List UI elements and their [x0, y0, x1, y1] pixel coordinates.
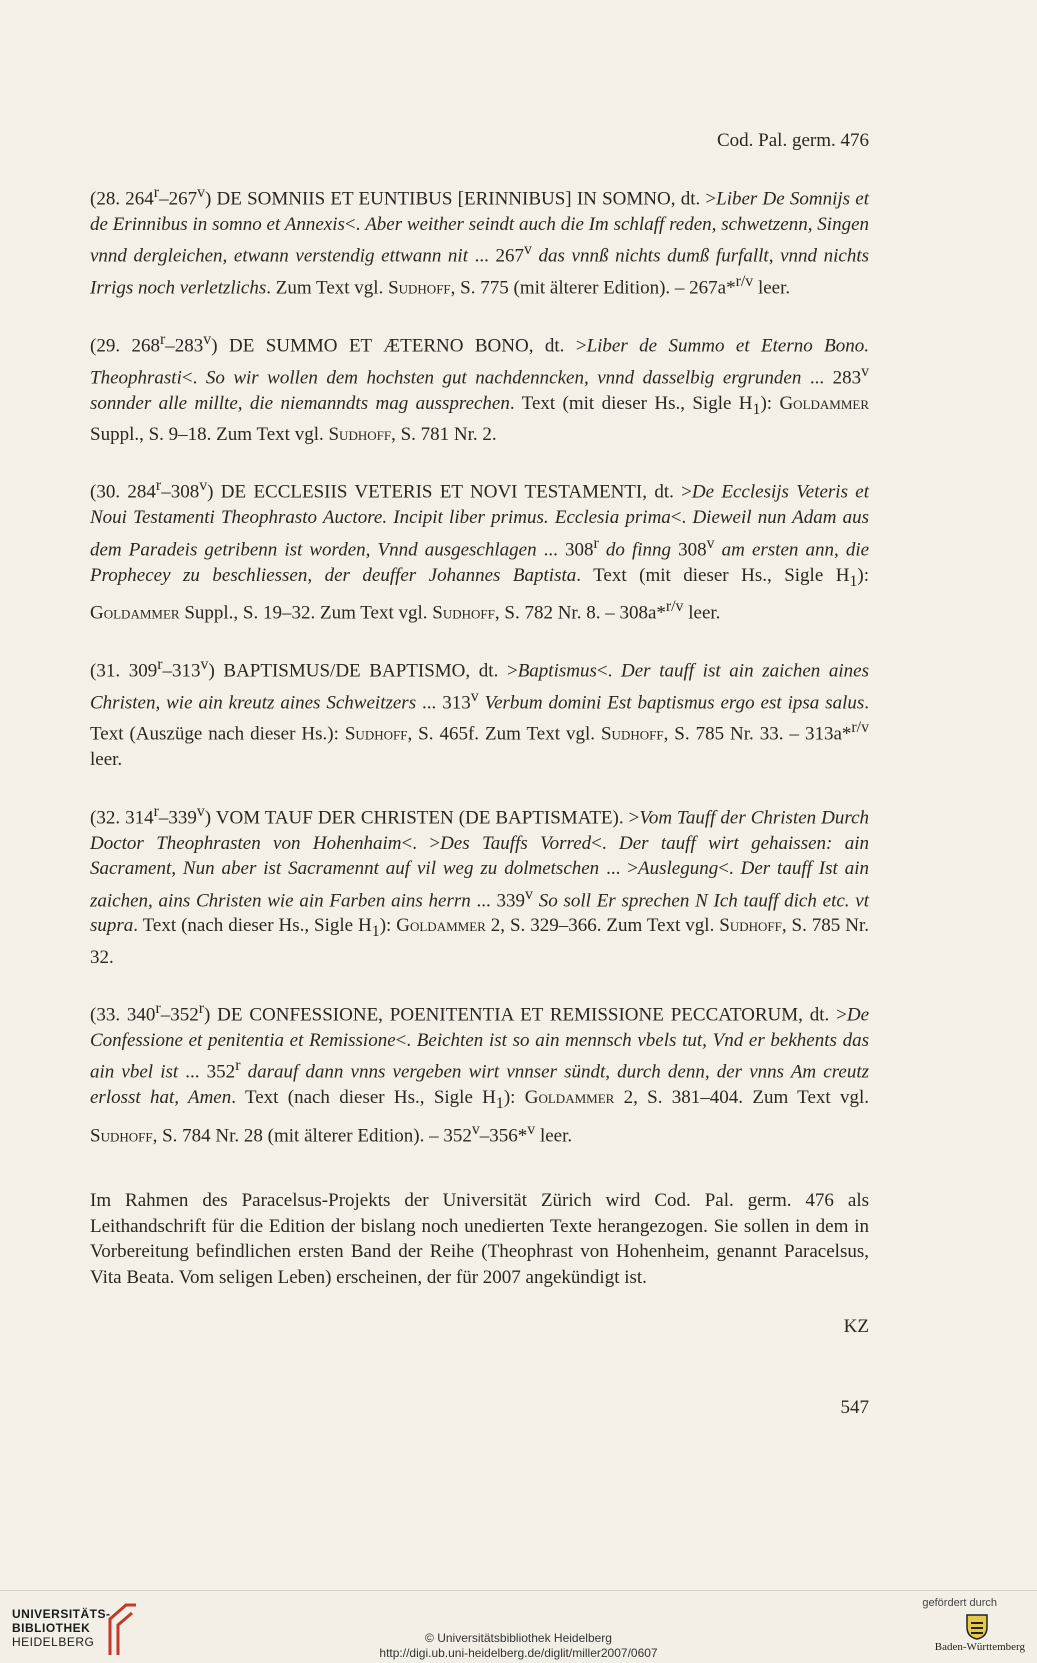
page-number: 547	[840, 1397, 869, 1418]
logo-line-1: UNIVERSITÄTS-	[12, 1607, 111, 1621]
catalog-entry: (30. 284$^r$–308$^v$) DE ECCLESIIS VETERIS ET NOVI TESTAMENTI, dt. >De Ecclesijs Veteris et Noui Testamenti Theophrasto Auctore. Incipit liber primus. Ecclesia prima<. Dieweil nun Adam aus dem Paradeis getribenn ist worden, Vnnd ausgeschlagen ... 308$^r$ do finng 308$^v$ am ersten ann, die Prophecey zu beschliessen, der deuffer Johannes Baptista. Text (mit dieser Hs., Sigle $H_1$): Goldammer Suppl., S. 19–32. Zum Text vgl. Sudhoff, S. 782 Nr. 8. – 308a*$^{r/v}$ leer.	[90, 477, 870, 624]
copyright-block	[0, 1631, 1037, 1661]
permalink-url[interactable]: http://digi.ub.uni-heidelberg.de/diglit/miller2007/0607	[379, 1646, 658, 1660]
catalog-entry: (31. 309$^r$–313$^v$) BAPTISMUS/DE BAPTISMO, dt. >Baptismus<. Der tauff ist ain zaichen aines Christen, wie ain kreutz aines Schweitzers ... 313$^v$ Verbum domini Est baptismus ergo est ipsa salus. Text (Auszüge nach dieser Hs.): Sudhoff, S. 465f. Zum Text vgl. Sudhoff, S. 785 Nr. 33. – 313a*$^{r/v}$ leer.	[90, 655, 870, 771]
copyright-text: © Universitätsbibliothek Heidelberg	[425, 1631, 612, 1645]
logo-line-2: BIBLIOTHEK	[12, 1621, 91, 1635]
catalog-entry: (32. 314$^r$–339$^v$) VOM TAUF DER CHRISTEN (DE BAPTISMATE). >Vom Tauff der Christen Durch Doctor Theophrasten von Hohenhaim<. >Des Tauffs Vorred<. Der tauff wirt gehaissen: ain Sacrament, Nun aber ist Sacramennt auf vil weg zu dolmetschen ... >Auslegung<. Der tauff Ist ain zaichen, ains Christen wie ain Farben ains herrn ... 339$^v$ So soll Er sprechen N Ich tauff dich etc. vt supra. Text (nach dieser Hs., Sigle $H_1$): Goldammer 2, S. 329–366. Zum Text vgl. Sudhoff, S. 785 Nr. 32.	[90, 802, 870, 968]
footer-bar	[0, 1590, 1037, 1663]
catalog-entry: (33. 340$^r$–352$^r$) DE CONFESSIONE, POENITENTIA ET REMISSIONE PECCATORUM, dt. >De Confessione et penitentia et Remissione<. Beichten ist so ain mennsch vbels tut, Vnd er bekhents das ain vbel ist ... 352$^r$ darauf dann vnns vergeben wirt vnnser sündt, durch denn, der vnns Am creutz erlosst hat, Amen. Text (nach dieser Hs., Sigle $H_1$): Goldammer 2, S. 381–404. Zum Text vgl. Sudhoff, S. 784 Nr. 28 (mit älterer Edition). – 352$^v$–356*$^v$ leer.	[90, 1000, 870, 1146]
logo-line-3: HEIDELBERG	[12, 1635, 95, 1649]
closing-paragraph: Im Rahmen des Paracelsus-Projekts der Universität Zürich wird Cod. Pal. germ. 476 als Leithandschrift für die Edition der bislang noch unedierten Texte herangezogen. Sie sollen in dem in Vorbereitung befindlichen ersten Band der Reihe (Theophrast von Hohenheim, genannt Paracelsus, Vita Beata. Vom seligen Leben) erscheinen, der für 2007 angekündigt ist.	[90, 1190, 869, 1288]
coat-of-arms-icon	[961, 1611, 993, 1641]
sponsor-label: gefördert durch	[922, 1597, 997, 1609]
text-body	[90, 180, 869, 1338]
author-initials: KZ	[843, 1316, 869, 1338]
catalog-entry: (29. 268$^r$–283$^v$) DE SUMMO ET ÆTERNO BONO, dt. >Liber de Summo et Eterno Bono. Theophrasti<. So wir wollen dem hochsten gut nachdenncken, vnnd dasselbig ergrunden ... 283$^v$ sonnder alle millte, die niemanndts mag aussprechen. Text (mit dieser Hs., Sigle $H_1$): Goldammer Suppl., S. 9–18. Zum Text vgl. Sudhoff, S. 781 Nr. 2.	[90, 330, 870, 445]
entries-list	[90, 180, 869, 1148]
catalog-entry: (28. 264$^r$–267$^v$) DE SOMNIIS ET EUNTIBUS [ERINNIBUS] IN SOMNO, dt. >Liber De Somnijs et de Erinnibus in somno et Annexis<. Aber weither seindt auch die Im schlaff reden, schwetzenn, Singen vnnd dergleichen, etwann verstendig ettwann nit ... 267$^v$ das vnnß nichts dumß furfallt, vnnd nichts Irrigs noch verletzlichs. Zum Text vgl. Sudhoff, S. 775 (mit älterer Edition). – 267a*$^{r/v}$ leer.	[90, 184, 870, 299]
running-header: Cod. Pal. germ. 476	[717, 130, 869, 151]
sponsor-name: Baden-Württemberg	[934, 1641, 1025, 1653]
